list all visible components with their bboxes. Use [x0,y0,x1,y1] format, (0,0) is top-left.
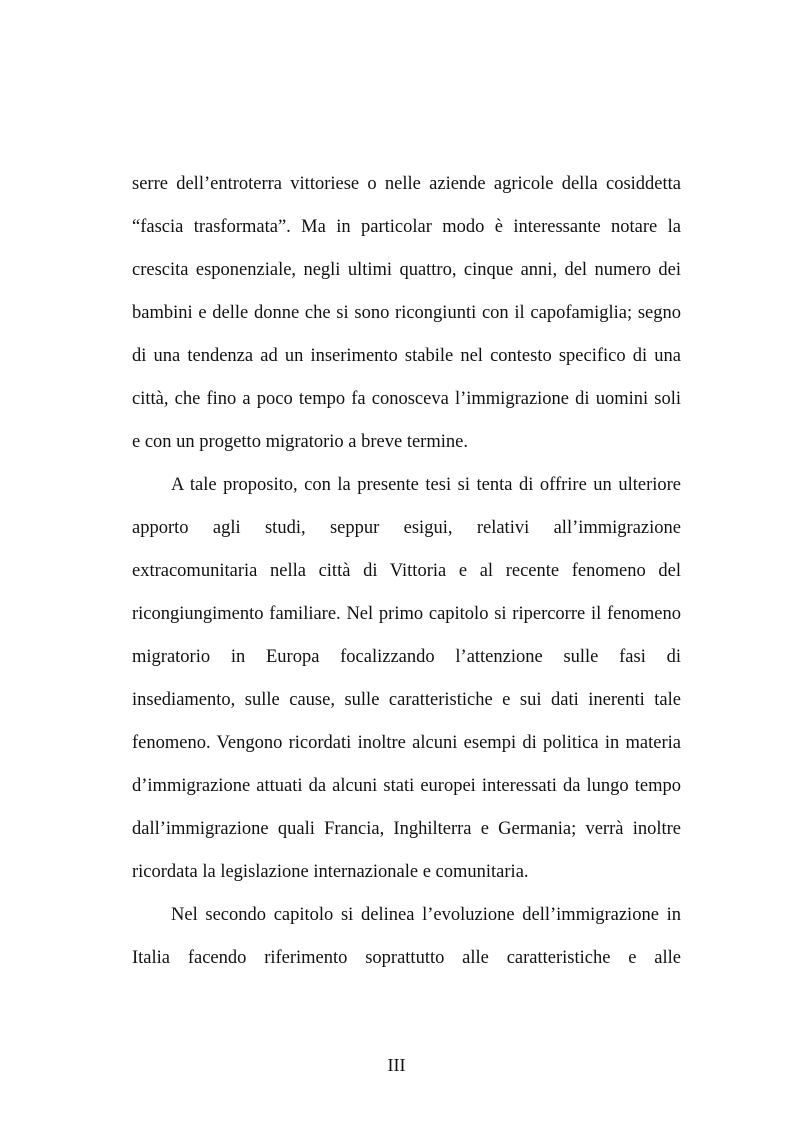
text-line: A tale proposito, con la presente tesi si tenta di offrire un ulteriore [171,475,681,495]
page-number: III [387,1055,406,1075]
text-line: di una tendenza ad un inserimento stabile nel contesto specifico di una [132,346,681,366]
text-line: “fascia trasformata”. Ma in particolar modo è interessante notare la [132,217,681,237]
text-line: ricongiungimento familiare. Nel primo capitolo si ripercorre il fenomeno [132,604,681,624]
text-line: Italia facendo riferimento soprattutto alle caratteristiche e alle [132,948,681,968]
text-line: Nel secondo capitolo si delinea l’evoluzione dell’immigrazione in [171,905,681,925]
text-line: e con un progetto migratorio a breve termine. [132,432,468,452]
text-line: apporto agli studi, seppur esigui, relativi all’immigrazione [132,518,681,538]
text-line: extracomunitaria nella città di Vittoria e al recente fenomeno del [132,561,681,581]
text-line: serre dell’entroterra vittoriese o nelle aziende agricole della cosiddetta [132,174,681,194]
text-line: d’immigrazione attuati da alcuni stati europei interessati da lungo tempo [132,776,681,796]
text-line: crescita esponenziale, negli ultimi quattro, cinque anni, del numero dei [132,260,681,280]
text-line: bambini e delle donne che si sono ricongiunti con il capofamiglia; segno [132,303,681,323]
body-text [132,163,681,980]
text-line: fenomeno. Vengono ricordati inoltre alcuni esempi di politica in materia [132,733,681,753]
text-line: ricordata la legislazione internazionale e comunitaria. [132,862,529,882]
text-line: città, che fino a poco tempo fa conosceva l’immigrazione di uomini soli [132,389,681,409]
text-line: insediamento, sulle cause, sulle caratteristiche e sui dati inerenti tale [132,690,681,710]
text-line: migratorio in Europa focalizzando l’attenzione sulle fasi di [132,647,681,667]
text-line: dall’immigrazione quali Francia, Inghilterra e Germania; verrà inoltre [132,819,681,839]
